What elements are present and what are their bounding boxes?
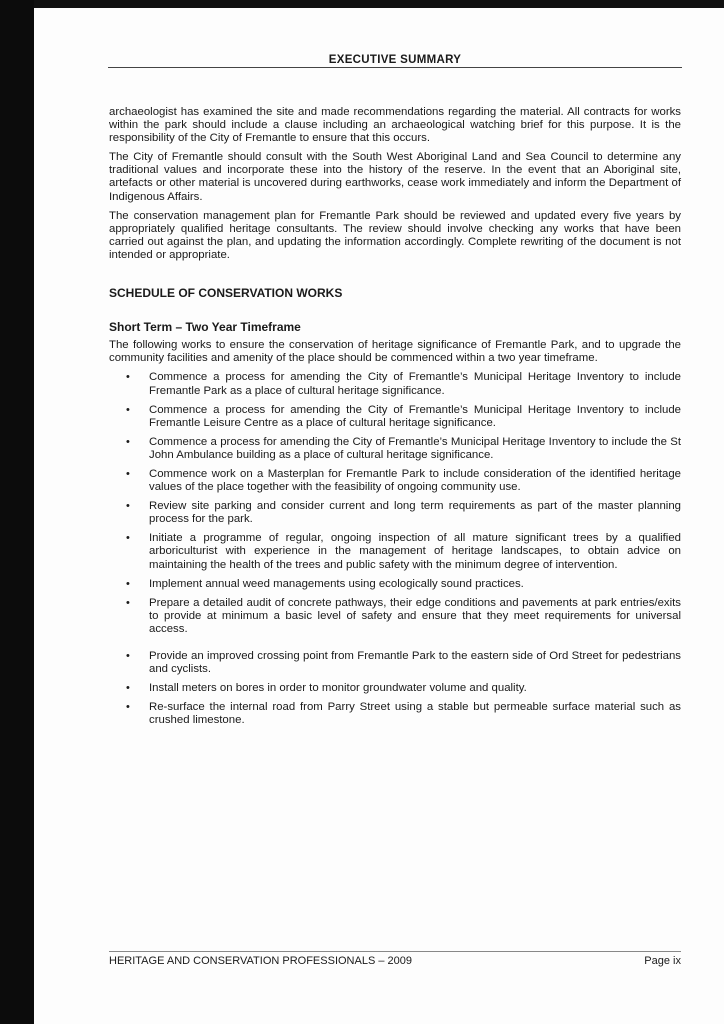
list-item: [109, 597, 681, 636]
sub-heading: Short Term – Two Year Timeframe: [109, 320, 301, 335]
paragraph-3: The conservation management plan for Fremantle Park should be reviewed and updated every five years by appropriately qualified heritage consultants. The review should involve checking any works that have been carried out against the plan, and updating the information accordingly. Complete rewriting of the document is not intended or appropriate.: [109, 209, 681, 261]
paragraph-2: The City of Fremantle should consult with the South West Aboriginal Land and Sea Council to determine any traditional values and incorporate these into the history of the reserve. In the event that an Aboriginal site, artefacts or other material is uncovered during earthworks, cease work immediately and inform the Department of Indigenous Affairs.: [109, 151, 681, 203]
bullet-icon: •: [126, 596, 130, 609]
list-item-text: Implement annual weed managements using ecologically sound practices.: [149, 577, 524, 590]
bullet-icon: •: [126, 650, 130, 662]
section-heading: SCHEDULE OF CONSERVATION WORKS: [109, 286, 343, 301]
bullet-icon: •: [126, 577, 130, 590]
list-item-text: Commence work on a Masterplan for Fremantle Park to include consideration of the identified heritage values of the place together with the feasibility of ongoing community use.: [149, 467, 681, 494]
works-list: [109, 371, 681, 727]
bullet-icon: •: [126, 435, 130, 448]
page-footer: [109, 951, 681, 967]
list-item: [109, 650, 681, 676]
list-item: [109, 404, 681, 430]
section-intro: The following works to ensure the conservation of heritage significance of Fremantle Park, and to upgrade the community facilities and amenity of the place should be commenced within a two year timeframe.: [109, 339, 681, 365]
list-item-text: Commence a process for amending the City of Fremantle’s Municipal Heritage Inventory to include Fremantle Park as a place of cultural heritage significance.: [149, 371, 681, 397]
list-item-text: Initiate a programme of regular, ongoing inspection of all mature significant trees by a qualified arboriculturist with experience in the management of heritage landscapes, to obtain advice on maintaining the health of the trees and public safety with the minimum degree of intervention.: [149, 532, 681, 571]
list-item-text: Re-surface the internal road from Parry Street using a stable but permeable surface material such as crushed limestone.: [149, 701, 681, 727]
list-item: [109, 682, 681, 695]
list-item: [109, 500, 681, 526]
page-body: [109, 106, 681, 733]
list-item: [109, 578, 681, 591]
list-item: [109, 701, 681, 727]
bullet-icon: •: [126, 701, 130, 714]
list-item-text: Provide an improved crossing point from Fremantle Park to the eastern side of Ord Street for pedestrians and cyclists.: [149, 650, 681, 676]
bullet-icon: •: [126, 467, 130, 480]
footer-publisher: HERITAGE AND CONSERVATION PROFESSIONALS – 2009: [109, 955, 412, 967]
paragraph-1: archaeologist has examined the site and made recommendations regarding the material. All contracts for works within the park should include a clause including an archaeological watching brief for this purpose. It is the responsibility of the City of Fremantle to ensure that this occurs.: [109, 106, 681, 145]
page-header: EXECUTIVE SUMMARY: [108, 54, 682, 68]
bullet-icon: •: [126, 532, 130, 545]
list-item-text: Review site parking and consider current and long term requirements as part of the master planning process for the park.: [149, 500, 681, 526]
scan-edge-top: [0, 0, 724, 8]
bullet-icon: •: [126, 371, 130, 384]
list-item: [109, 436, 681, 462]
scan-edge-left: [0, 0, 34, 1024]
list-item-text: Prepare a detailed audit of concrete pathways, their edge conditions and pavements at park entries/exits to provide at minimum a basic level of safety and ensure that they meet requirements for universal access.: [149, 596, 681, 635]
list-item-text: Commence a process for amending the City of Fremantle’s Municipal Heritage Inventory to include the St John Ambulance building as a place of cultural heritage significance.: [149, 435, 681, 461]
page-number: Page ix: [644, 955, 681, 967]
list-item: [109, 468, 681, 494]
bullet-icon: •: [126, 500, 130, 513]
list-item: [109, 371, 681, 397]
bullet-icon: •: [126, 682, 130, 695]
bullet-icon: •: [126, 403, 130, 416]
list-item-text: Install meters on bores in order to monitor groundwater volume and quality.: [149, 682, 527, 695]
list-item-text: Commence a process for amending the City of Fremantle’s Municipal Heritage Inventory to include Fremantle Leisure Centre as a place of cultural heritage significance.: [149, 403, 681, 429]
list-item: [109, 532, 681, 571]
